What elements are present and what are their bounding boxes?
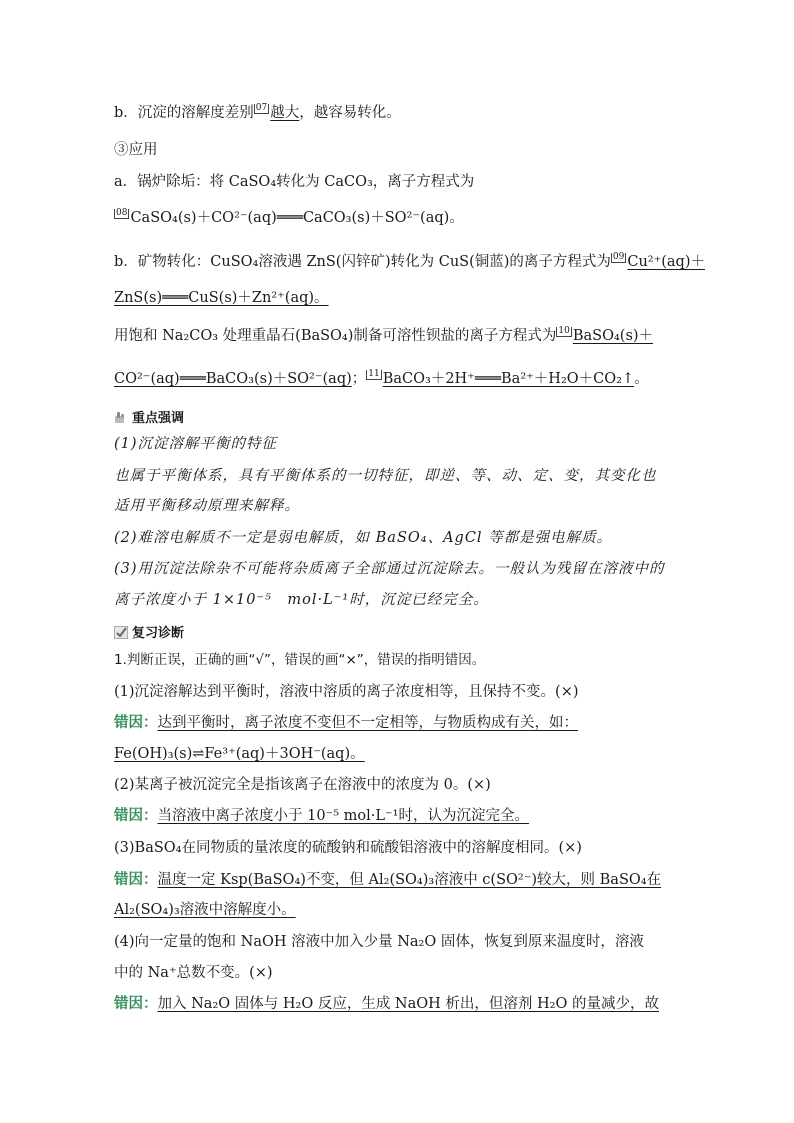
line-eq-2: ZnS(s)═══CuS(s)＋Zn²⁺(aq)。: [114, 290, 329, 306]
reason-label: 错因：: [114, 871, 158, 888]
answer-tag: 08: [116, 208, 128, 218]
text: 用饱和 Na₂CO₃ 处理重晶石(BaSO₄)制备可溶性钡盐的离子方程式为: [114, 328, 557, 344]
period: 。: [634, 371, 649, 387]
item-1: (1)沉淀溶解达到平衡时，溶液中溶质的离子浓度相等，且保持不变。(×): [114, 684, 579, 700]
equation-part: BaSO₄(s)＋: [572, 328, 654, 344]
line-b-solubility: [114, 103, 401, 123]
section-emphasis-header: [114, 407, 184, 426]
line-a-boiler: a．锅炉除垢：将 CaSO₄转化为 CaCO₃，离子方程式为: [114, 174, 475, 190]
reason-4: [114, 994, 659, 1014]
answer: 越大: [270, 105, 300, 121]
emph-4: (2)难溶电解质不一定是弱电解质，如 BaSO₄、AgCl 等都是强电解质。: [114, 530, 613, 546]
section-title: 复习诊断: [132, 626, 185, 641]
answer-tag: 07: [255, 103, 268, 113]
line-eq-3: [114, 369, 649, 389]
reason-3-cont: Al₂(SO₄)₃溶液中溶解度小。: [114, 902, 296, 918]
item-4: (4)向一定量的饱和 NaOH 溶液中加入少量 Na₂O 固体，恢复到原来温度时，溶液: [114, 934, 644, 950]
emph-3: 适用平衡移动原理来解释。: [114, 498, 300, 514]
reason-1: [114, 713, 578, 733]
reason-text: 当溶液中离子浓度小于 10⁻⁵ mol·L⁻¹时，认为沉淀完全。: [157, 808, 529, 824]
equation: BaCO₃＋2H⁺═══Ba²⁺＋H₂O＋CO₂↑: [382, 371, 635, 387]
reason-text: 加入 Na₂O 固体与 H₂O 反应，生成 NaOH 析出，但溶剂 H₂O 的量减少，故: [157, 996, 659, 1012]
item-4-cont: 中的 Na⁺总数不变。(×): [114, 965, 273, 981]
line-barite: [114, 326, 653, 346]
reason-text: 温度一定 Ksp(BaSO₄)不变，但 Al₂(SO₄)₃溶液中 c(SO²⁻)较大，则 BaSO₄在: [157, 872, 662, 888]
answer-tag: 10: [558, 326, 570, 336]
line-application: ③应用: [114, 142, 158, 158]
emph-6: 离子浓度小于 1×10⁻⁵ mol·L⁻¹时，沉淀已经完全。: [114, 592, 489, 608]
reason-label: 错因：: [114, 807, 158, 824]
reason-label: 错因：: [114, 995, 158, 1012]
reason-3: [114, 870, 661, 890]
line-b-mineral: [114, 252, 705, 272]
section-review-header: [114, 622, 184, 641]
answer-tag: 11: [368, 369, 380, 379]
checkmark-icon: [114, 626, 128, 639]
reason-label: 错因：: [114, 714, 158, 731]
line-eq-1: [114, 208, 464, 228]
section-title: 重点强调: [132, 411, 185, 426]
answer-tag: 09: [612, 252, 625, 262]
separator: ；: [351, 371, 367, 387]
hand-pointer-icon: [114, 411, 128, 424]
item-3: (3)BaSO₄在同物质的量浓度的硫酸钠和硫酸铝溶液中的溶解度相同。(×): [114, 840, 582, 856]
equation: CO²⁻(aq)═══BaCO₃(s)＋SO²⁻(aq): [114, 371, 352, 387]
reason-text: 达到平衡时，离子浓度不变但不一定相等，与物质构成有关，如：: [157, 715, 578, 731]
emph-2: 也属于平衡体系，具有平衡体系的一切特征，即逆、等、动、定、变，其变化也: [114, 468, 657, 484]
text: b．沉淀的溶解度差别: [114, 105, 254, 121]
reason-2: [114, 806, 529, 826]
emph-5: (3)用沉淀法除杂不可能将杂质离子全部通过沉淀除去。一般认为残留在溶液中的: [114, 561, 665, 577]
item-2: (2)某离子被沉淀完全是指该离子在溶液中的浓度为 0。(×): [114, 777, 491, 793]
text: b．矿物转化：CuSO₄溶液遇 ZnS(闪锌矿)转化为 CuS(铜蓝)的离子方程式为: [114, 254, 611, 270]
equation-part: Cu²⁺(aq)＋: [627, 254, 705, 270]
emph-1: (1)沉淀溶解平衡的特征: [114, 436, 278, 452]
question-1: 1.判断正误，正确的画“√”，错误的画“×”，错误的指明错因。: [114, 652, 486, 668]
reason-1-cont: Fe(OH)₃(s)⇌Fe³⁺(aq)＋3OH⁻(aq)。: [114, 746, 365, 762]
text-tail: ，越容易转化。: [299, 105, 401, 121]
equation: CaSO₄(s)＋CO²⁻(aq)═══CaCO₃(s)＋SO²⁻(aq)。: [130, 210, 464, 226]
